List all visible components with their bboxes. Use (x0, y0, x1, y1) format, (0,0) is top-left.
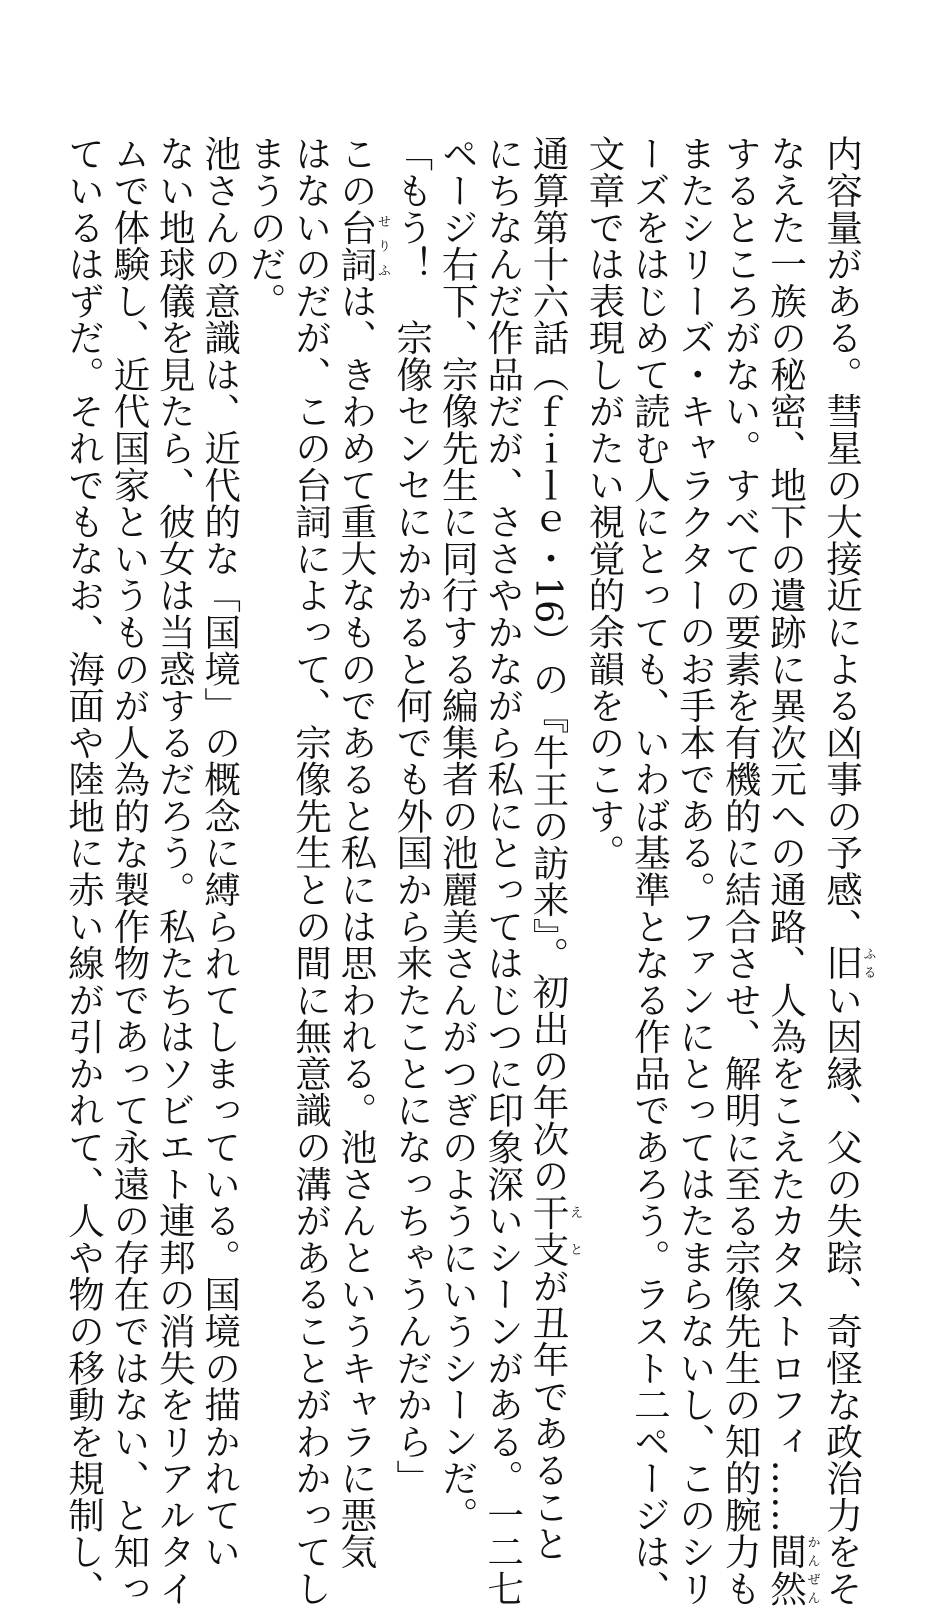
furigana-ruby (527, 1193, 583, 1268)
text-line: まうのだ。 (244, 135, 288, 319)
text-line: この台詞せりふは、きわめて重大なものであると私には思われる。池さんというキャラに悪気 (334, 135, 390, 1570)
furigana-ruby (334, 208, 390, 283)
text-line: ているはずだ。それでもなお、海面や陸地に赤い線が引かれて、人や物の移動を規制し、 (62, 135, 106, 1607)
paragraph (582, 135, 876, 1607)
paragraph (435, 135, 583, 1607)
text-line: にちなんだ作品だが、ささやかながら私にとってはじつに印象深いシーンがある。一二七 (481, 135, 525, 1607)
text-line: ページ右下、宗像先生に同行する編集者の池麗美さんがつぎのようにいうシーンだ。 (436, 135, 480, 1534)
furigana-ruby (820, 944, 876, 982)
text-line: 通算第十六話（ｆｉｌｅ・16）の『牛王の訪来』。初出の年次の干支えとが丑年であること (527, 135, 583, 1562)
ruby-base: 台詞 (334, 208, 378, 283)
ruby-base: 旧 (820, 944, 864, 982)
text-line: 「もう！ 宗像センセにかかると何でも外国から来たことになっちゃうんだから」 (390, 135, 434, 1497)
text-line: またシリーズ・キャラクターのお手本である。ファンにとってはたまらないし、このシリ (673, 135, 717, 1607)
text-line: ーズをはじめて読む人にとっても、いわば基準となる作品であろう。ラスト二ページは、 (628, 135, 672, 1607)
paragraph (243, 135, 390, 1607)
ruby-reading: せりふ (374, 208, 390, 283)
ruby-base: 間然 (764, 1533, 808, 1607)
text-line: ムで体験し、近代国家というものが人為的な製作物であって永遠の存在ではない、と知っ (107, 135, 151, 1607)
text-line: ない地球儀を見たら、彼女は当惑するだろう。私たちはソビエト連邦の消失をリアルタイ (153, 135, 197, 1607)
furigana-ruby (764, 1533, 820, 1607)
vertical-text-block (62, 135, 876, 1607)
text-line: 内容量がある。彗星の大接近による凶事の予感、旧ふるい因縁、父の失踪、奇怪な政治力をそ (820, 135, 876, 1607)
ruby-reading: かんぜん (804, 1533, 820, 1607)
ruby-reading: えと (567, 1193, 583, 1268)
paragraph (61, 135, 243, 1607)
text-line: はないのだが、この台詞によって、宗像先生との間に無意識の溝があることがわかってし (289, 135, 333, 1607)
text-line: なえた一族の秘密、地下の遺跡に異次元への通路、人為をこえたカタストロフィ……間然かんぜん (764, 135, 820, 1607)
ruby-base: 干支 (527, 1193, 571, 1268)
ruby-reading: ふる (860, 944, 876, 982)
paragraph (389, 135, 434, 1497)
text-line: 池さんの意識は、近代的な「国境」の概念に縛られてしまっている。国境の描かれてい (198, 135, 242, 1570)
text-line: するところがない。すべての要素を有機的に結合させ、解明に至る宗像先生の知的腕力も (719, 135, 763, 1607)
text-line: 文章では表現しがたい視覚的余韻をのこす。 (582, 135, 626, 871)
